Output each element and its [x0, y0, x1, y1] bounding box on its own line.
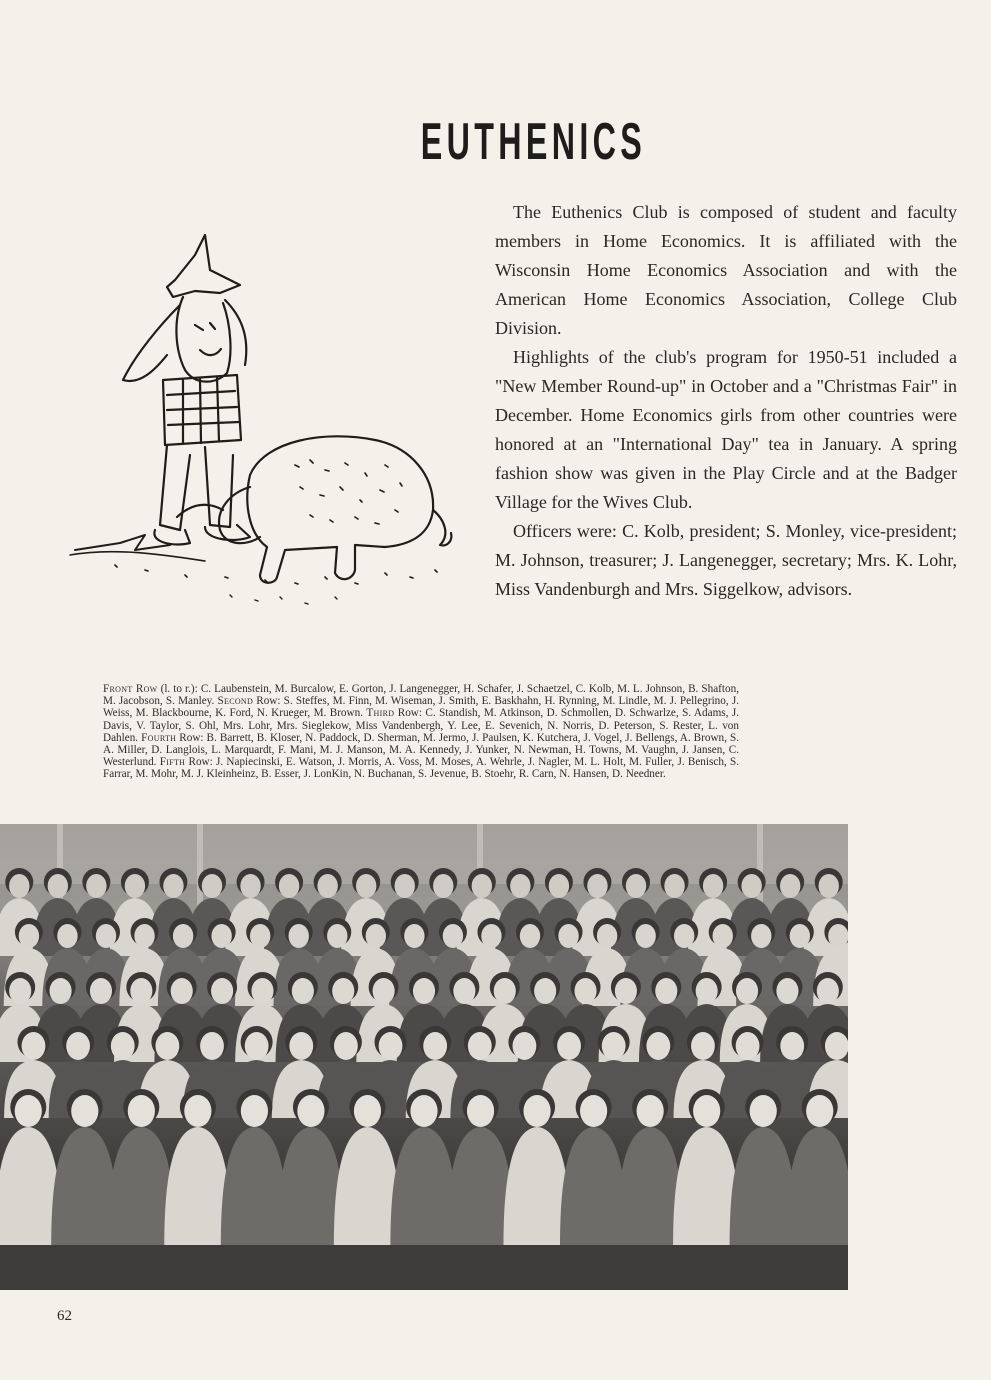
person-face	[467, 1095, 494, 1127]
person-face	[111, 1032, 135, 1060]
person-face	[245, 1032, 269, 1060]
person-face	[664, 874, 684, 898]
person-face	[173, 924, 193, 948]
person-face	[413, 978, 435, 1004]
caption-second-row-names: Row: S. Steffes, M. Finn, M. Wiseman, J. Smith, E. Baskhahn, H. Rynning, M. Lindle, M. J. Pellegrino, J. Weiss, M. Blackbourne, K. Ford, N. Krueger, M. Brown.	[103, 695, 739, 720]
person-face	[128, 1095, 155, 1127]
caption-fourth-row-names: Row: B. Barrett, B. Kloser, N. Paddock, D. Sherman, M. Jermo, J. Paulsen, K. Kutchera, J. Vogel, J. Bellengs, A. Brown, S. A. Miller, D. Langlois, L. Marquardt, F. Mani, M. J. Manson, M. A. Kennedy, J. Yunker, N. Newman, H. Towns, M. Vaughn, J. Jansen, C. Westerlund.	[103, 731, 739, 769]
person-face	[155, 1032, 179, 1060]
person-body	[786, 1127, 848, 1245]
person-face	[453, 978, 475, 1004]
caption-second-row-label: Second	[217, 695, 254, 708]
person-face	[558, 924, 578, 948]
person-face	[574, 978, 596, 1004]
person-face	[520, 924, 540, 948]
person-face	[19, 924, 39, 948]
person-face	[472, 874, 492, 898]
person-face	[691, 1032, 715, 1060]
person-face	[736, 1032, 760, 1060]
photo-caption	[103, 683, 739, 781]
person-face	[637, 1095, 664, 1127]
person-face	[404, 924, 424, 948]
person-face	[751, 924, 771, 948]
person-face	[703, 874, 723, 898]
person-face	[354, 1095, 381, 1127]
person-face	[750, 1095, 777, 1127]
person-face	[423, 1032, 447, 1060]
person-face	[163, 874, 183, 898]
person-face	[587, 874, 607, 898]
person-face	[510, 874, 530, 898]
person-face	[615, 978, 637, 1004]
person-face	[693, 1095, 720, 1127]
person-face	[379, 1032, 403, 1060]
person-face	[71, 1095, 98, 1127]
person-face	[134, 924, 154, 948]
page-number: 62	[57, 1308, 72, 1324]
person-face	[780, 874, 800, 898]
person-face	[549, 874, 569, 898]
person-face	[241, 1095, 268, 1127]
person-face	[443, 924, 463, 948]
person-face	[292, 978, 314, 1004]
person-face	[481, 924, 501, 948]
person-face	[15, 1095, 42, 1127]
person-face	[50, 978, 72, 1004]
caption-fifth-row-label: Fifth	[159, 756, 186, 769]
person-face	[9, 978, 31, 1004]
person-face	[250, 924, 270, 948]
person-face	[713, 924, 733, 948]
person-face	[674, 924, 694, 948]
person-face	[655, 978, 677, 1004]
person-face	[373, 978, 395, 1004]
person-face	[289, 1032, 313, 1060]
person-face	[646, 1032, 670, 1060]
person-face	[597, 924, 617, 948]
paragraph-highlights: Highlights of the club's program for 1950-51 included a "New Member Round-up" in October and a "Christmas Fair" in December. Home Economics girls from other countries were honored at an "International Day" tea in January. A spring fashion show was given in the Play Circle and at the Badger Village for the Wives Club.	[495, 347, 957, 512]
page-title: EUTHENICS	[420, 113, 647, 171]
person-face	[736, 978, 758, 1004]
cartoon-illustration	[55, 225, 475, 625]
person-face	[171, 978, 193, 1004]
person-face	[817, 978, 839, 1004]
person-face	[22, 1032, 46, 1060]
person-face	[211, 978, 233, 1004]
person-face	[130, 978, 152, 1004]
person-face	[86, 874, 106, 898]
person-face	[66, 1032, 90, 1060]
person-face	[289, 924, 309, 948]
person-face	[334, 1032, 358, 1060]
person-face	[806, 1095, 833, 1127]
person-face	[240, 874, 260, 898]
paragraph-officers: Officers were: C. Kolb, president; S. Monley, vice-president; M. Johnson, treasurer; J. Langenegger, secretary; Mrs. K. Lohr, Miss Vandenburgh and Mrs. Siggelkow, advisors.	[495, 521, 957, 599]
caption-third-row-names: Row: C. Standish, M. Atkinson, D. Schmollen, D. Schwarlze, S. Adams, J. Davis, V. Taylor, S. Ohl, Mrs. Lohr, Mrs. Sieglekow, Miss Vandenbergh, Y. Lee, E. Sevenich, N. Norris, D. Peterson, S. Rester, L. von Dahlen.	[103, 707, 739, 744]
person-face	[279, 874, 299, 898]
person-face	[96, 924, 116, 948]
person-face	[696, 978, 718, 1004]
person-face	[366, 924, 386, 948]
caption-fifth-row-names: Row: J. Napiecinski, E. Watson, J. Morris, A. Voss, M. Moses, A. Wehrle, J. Nagler, M. L. Holt, M. Fuller, J. Benisch, S. Farrar, M. Mohr, M. J. Kleinheinz, B. Esser, J. LonKin, N. Buchanan, S. Jevenue, B. Stoehr, R. Carn, N. Hansen, D. Needner.	[103, 756, 739, 781]
caption-fourth-row-label: Fourth	[141, 731, 177, 744]
person-face	[635, 924, 655, 948]
person-face	[825, 1032, 848, 1060]
person-face	[790, 924, 810, 948]
person-face	[184, 1095, 211, 1127]
person-face	[557, 1032, 581, 1060]
person-face	[626, 874, 646, 898]
group-photo-figures	[0, 824, 848, 1290]
person-face	[580, 1095, 607, 1127]
person-face	[251, 978, 273, 1004]
person-face	[776, 978, 798, 1004]
person-face	[395, 874, 415, 898]
paragraph-intro: The Euthenics Club is composed of student and faculty members in Home Economics. It is affiliated with the Wisconsin Home Economics Association and with the American Home Economics Association, College Club Division.	[495, 202, 957, 338]
person-face	[9, 874, 29, 898]
person-face	[57, 924, 77, 948]
person-face	[523, 1095, 550, 1127]
person-face	[125, 874, 145, 898]
person-face	[534, 978, 556, 1004]
person-face	[602, 1032, 626, 1060]
person-face	[494, 978, 516, 1004]
person-face	[297, 1095, 324, 1127]
person-face	[819, 874, 839, 898]
person-face	[90, 978, 112, 1004]
caption-front-row-note: (l. to r.):	[157, 683, 201, 695]
person-face	[356, 874, 376, 898]
person-face	[433, 874, 453, 898]
article-body	[495, 198, 957, 604]
group-photograph	[0, 824, 848, 1290]
person-face	[741, 874, 761, 898]
person-face	[202, 874, 222, 898]
person-face	[211, 924, 231, 948]
caption-third-row-label: Third	[366, 707, 395, 720]
person-face	[513, 1032, 537, 1060]
caption-front-row-label: Front Row	[103, 683, 158, 695]
person-face	[332, 978, 354, 1004]
person-face	[327, 924, 347, 948]
person-face	[410, 1095, 437, 1127]
person-face	[780, 1032, 804, 1060]
caption-front-row-names: C. Laubenstein, M. Burcalow, E. Gorton, J. Langenegger, H. Schafer, J. Schaetzel, C. Kolb, M. L. Johnson, B. Shafton, M. Jacobson, S. Manley.	[103, 683, 740, 708]
person-face	[317, 874, 337, 898]
person-face	[828, 924, 848, 948]
person-face	[200, 1032, 224, 1060]
person-face	[48, 874, 68, 898]
person-face	[468, 1032, 492, 1060]
